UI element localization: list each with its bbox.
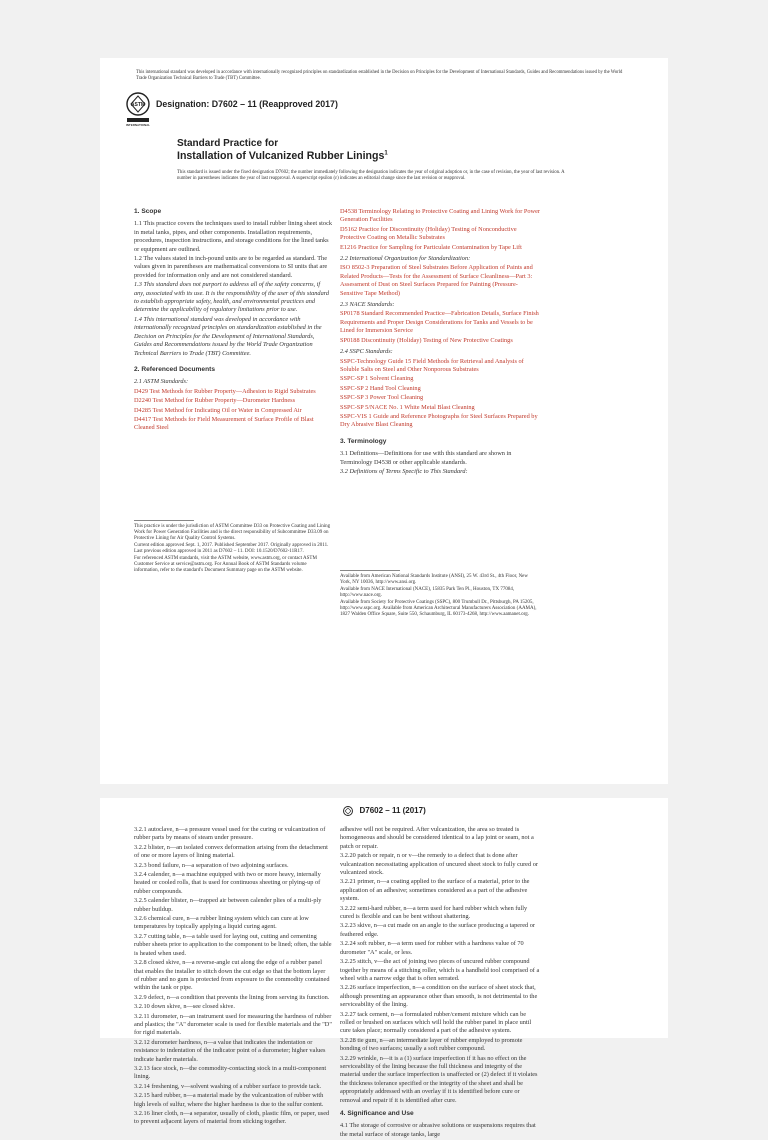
ref-item [134,416,332,433]
ref-code[interactable]: E1216 [340,243,357,251]
definition-3-2-29: 3.2.29 wrinkle, n—it is a (1) surface imperfection if it has no effect on the serviceability of the lining because the full thickness and integrity of the material under the surface imperfection is unaffected or (2) defect if it violates the thickness tolerance specified or the integrity of the sheet and shall be appropriately addressed with an overlay if it is identified before cure or removal and repair if it is identified after cure. [340,1054,538,1104]
para-1-2: 1.2 The values stated in inch-pound units are to be regarded as standard. The values given in parentheses are mathematical conversions to SI units that are provided for information only and are not considered standard. [134,255,328,279]
sspc-ref[interactable]: SSPC-Technology Guide 15 Field Methods for Retrieval and Analysis of Soluble Salts on Steel and Other Nonporous Substrates [340,357,524,373]
title-footnote-mark: 1 [384,150,388,157]
definition-3-2-22: 3.2.22 semi-hard rubber, n—a term used for hard rubber which when fully cured is flexible and can be bent without shattering. [340,904,528,921]
sspc-ref[interactable]: SSPC-SP 5/NACE No. 1 White Metal Blast Cleaning [340,403,475,411]
footnote-6: Available from Society for Protective Coatings (SSPC), 800 Trumbull Dr., Pittsburgh, PA 15205, http://www.sspc.org. Available from American Architectural Manufacturers Association (AAMA), 1827 Walden Office Square, Suite 550, Schaumburg, IL 60173-4268, http://www.aamanet.org. [340,600,537,617]
definition-3-2-5: 3.2.5 calender blister, n—trapped air between calender plies of a multi-ply rubber buildup. [134,897,322,913]
astm-logo-small-icon [342,806,354,816]
sspc-ref[interactable]: SSPC-SP 1 Solvent Cleaning [340,375,414,383]
sspc-ref[interactable]: SSPC-VIS 1 Guide and Reference Photographs for Steel Surfaces Prepared by Dry Abrasive Blast Cleaning [340,412,538,429]
para-1-1: 1.1 This practice covers the techniques used to install rubber lining sheet stock in metal tanks, pipes, and other components. Installation requirements, procedures, inspection instructions, and storage conditions for the lined tanks or equipment are outlined. [134,220,333,253]
definition-3-2-3: 3.2.3 bond failure, n—a separation of two adjoining surfaces. [134,861,289,869]
ref-title[interactable]: Test Method for Indicating Oil or Water in Compressed Air [152,406,302,414]
definition-3-2-25: 3.2.25 stitch, v—the act of joining two pieces of uncured rubber compound together by means of a stitching roller, which is a handheld tool comprised of a wheel with a narrow edge that is often serrated. [340,958,540,982]
definition-3-2-10: 3.2.10 down skive, n—see closed skive. [134,1003,235,1011]
definition-3-2-1: 3.2.1 autoclave, n—a pressure vessel used for the curing or vulcanization of rubber parts by means of steam under pressure. [134,826,326,842]
svg-text:ASTM: ASTM [130,102,146,108]
definition-3-2-11: 3.2.11 durometer, n—an instrument used for measuring the hardness of rubber and plastics; the "A" durometer scale is used for flexible materials and the "D" for rigid materials. [134,1012,332,1037]
ref-item [134,407,332,415]
footnote-2: Current edition approved Sept. 1, 2017. Published September 2017. Originally approved in 2011. Last previous edition approved in 2011 as D7602 – 11. DOI: 10.1520/D7602-11R17. [134,543,329,554]
designation: Designation: D7602 – 11 (Reapproved 2017) [156,99,338,109]
sspc-ref[interactable]: SSPC-SP 3 Power Tool Cleaning [340,394,424,402]
definition-3-2-26: 3.2.26 surface imperfection, n—a condition on the surface of sheet stock that, although presenting an appearance other than smooth, is not detrimental to the serviceability of the lining. [340,984,538,1009]
definition-3-2-23: 3.2.23 skive, n—a cut made on an angle to the surface producing a tapered or feathered edge. [340,922,535,938]
header-designation: D7602 – 11 (2017) [359,806,426,816]
footnote-rule-left [134,520,194,521]
definition-3-2-9: 3.2.9 defect, n—a condition that prevents the lining from serving its function. [134,993,330,1001]
ref-item [134,388,332,396]
nace-label: 2.3 NACE Standards: [340,301,395,309]
definition-3-2-24: 3.2.24 soft rubber, n—a term used for rubber with a hardness value of 70 durometer "A" scale, or less. [340,940,524,956]
logo-label: INTERNATIONAL [125,123,151,127]
ref-item [340,226,540,243]
title-line-1: Standard Practice for [177,138,279,149]
terminology-heading: 3. Terminology [340,437,387,445]
title-line-2 [177,150,388,162]
definition-3-2-2: 3.2.2 blister, n—an isolated convex deformation arising from the detachment of one or more layers of lining material. [134,843,328,860]
footnote-3: For referenced ASTM standards, visit the ASTM website, www.astm.org, or contact ASTM Customer Service at service@astm.org. For Annual Book of ASTM Standards volume information, refer to the standard's Document Summary page on the ASTM website. [134,556,317,573]
right-column [340,208,540,477]
page2-right-column [340,826,540,1140]
refdocs-heading: 2. Referenced Documents [134,365,215,373]
iso-label: 2.2 International Organization for Standardization: [340,255,471,263]
ref-title[interactable]: Practice for Sampling for Particulate Contamination by Tape Lift [358,243,522,251]
ref-title[interactable]: Test Methods for Rubber Property—Adhesion to Rigid Substrates [149,387,316,395]
astm-standards-label: 2.1 ASTM Standards: [134,378,189,386]
definition-3-2-27: 3.2.27 tack cement, n—a formulated rubber/cement mixture which can be rolled or brushed on surfaces which will hold the rubber panel in place until cure takes place; normally considered a part of the adhesive system. [340,1010,532,1035]
notice-text: This international standard was developed in accordance with internationally recognized principles on standardization established in the Decision on Principles for the Development of International Standards, Guides and Recommendations issued by the World Trade Organization Technical Barriers to Trade (TBT) Committee. [136,70,623,81]
footnote-rule-right [340,570,400,571]
definition-3-2-6: 3.2.6 chemical cure, n—a rubber lining system which can cure at low temperatures by topically applying a liquid curing agent. [134,915,309,931]
definition-3-2-21: 3.2.21 primer, n—a coating applied to the surface of a material, prior to the application of an adhesive; sometimes considered as a part of the adhesive system. [340,878,530,903]
footnote-5: Available from NACE International (NACE), 15835 Park Ten Pl., Houston, TX 77084, http://www.nace.org. [340,587,515,598]
footnote-4: Available from American National Standards Institute (ANSI), 25 W. 43rd St., 4th Floor, New York, NY 10036, http://www.ansi.org. [340,574,529,585]
iso-ref[interactable]: ISO 8502-3 Preparation of Steel Substrates Before Application of Paints and Related Products—Tests for the Assessment of Surface Cleanliness—Part 3: Assessment of Dust on Steel Surfaces Prepared for Painting (Pressure-Sensitive Tape Method) [340,264,533,297]
scope-heading: 1. Scope [134,208,162,215]
ref-item [340,244,540,252]
footnote-1: This practice is under the jurisdiction of ASTM Committee D33 on Protective Coating and Lining Work for Power Generation Facilities and is the direct responsibility of Subcommittee D33.09 on Protective Lining for Air Quality Control Systems. [134,524,331,541]
definition-3-2-20: 3.2.20 patch or repair, n or v—the remedy to a defect that is done after vulcanization necessitating application of uncured sheet stock to fully cured or vulcanized stock. [340,852,538,877]
sspc-label: 2.4 SSPC Standards: [340,348,393,356]
nace-ref[interactable]: SP0178 Standard Recommended Practice—Fabrication Details, Surface Finish Requirements and Proper Design Considerations for Tanks and Vessels to be Lined for Immersion Service [340,310,539,335]
page2-left-column [134,826,332,1128]
para-3-2: 3.2 Definitions of Terms Specific to This Standard: [340,467,468,475]
para-1-4: 1.4 This international standard was developed in accordance with internationally recognized principles on standardization established in the Decision on Principles for the Development of International Standards, Guides and Recommendations issued by the World Trade Organization Technical Barriers to Trade (TBT) Committee. [134,315,322,357]
title-text: Installation of Vulcanized Rubber Linings [177,150,385,162]
ref-title[interactable]: Practice for Discontinuity (Holiday) Testing of Nonconductive Protective Coating on Metallic Substrates [340,225,517,242]
document-page-2 [100,798,668,1138]
left-footnotes [134,524,332,575]
definition-3-2-14: 3.2.14 freshening, v—solvent washing of a rubber surface to provide tack. [134,1082,322,1090]
ref-item [340,208,540,225]
para-1-3: 1.3 This standard does not purport to address all of the safety concerns, if any, associated with its use. It is the responsibility of the user of this standard to establish appropriate safety, health, and environmental practices and determine the applicability of regulatory limitations prior to use. [134,281,330,314]
sspc-ref[interactable]: SSPC-SP 2 Hand Tool Cleaning [340,384,421,392]
ref-item [134,397,332,405]
intro-note: This standard is issued under the fixed designation D7602; the number immediately following the designation indicates the year of original adoption or, in the case of revision, the year of last revision. A number in parentheses indicates the year of last reapproval. A superscript epsilon (ε) indicates an editorial change since the last revision or reapproval. [177,170,565,181]
definition-3-2-15: 3.2.15 hard rubber, n—a material made by the vulcanization of rubber with high levels of sulfur, where the higher hardness is due to the sulfur content. [134,1092,324,1108]
definition-3-2-7: 3.2.7 cutting table, n—a table used for laying out, cutting and cementing rubber sheets prior to application to the component to be lined; often, the table is heated when used. [134,932,332,957]
definition-continued: adhesive will not be required. After vulcanization, the area so treated is homogeneous and should be considered identical to a lap joint or seam, not a patch or repair. [340,826,534,850]
ref-code[interactable]: D2240 [134,397,152,405]
ref-title[interactable]: Terminology Relating to Protective Coating and Lining Work for Power Generation Facilities [340,208,540,224]
ref-code[interactable]: D4285 [134,406,152,414]
ref-title[interactable]: Test Method for Rubber Property—Durometer Hardness [152,397,296,405]
definition-3-2-4: 3.2.4 calender, n—a machine equipped with two or more heavy, internally heated or cooled rolls, that is used for continuous sheeting or plying-up of rubber compounds. [134,871,321,895]
para-3-1: 3.1 Definitions—Definitions for use with this standard are shown in Terminology D4538 or other applicable standards. [340,450,512,466]
definition-3-2-12: 3.2.12 durometer hardness, n—a value that indicates the indentation or resistance to indentation of the indicator point of a durometer; higher values indicate harder materials. [134,1038,326,1063]
definition-3-2-8: 3.2.8 closed skive, n—a reverse-angle cut along the edge of a rubber panel that enables the installer to stitch down the cut edge so that the bottom layer of rubber and no gum is protected from exposure to the commodity contained within the tank or pipe. [134,959,330,992]
definition-3-2-16: 3.2.16 liner cloth, n—a separator, usually of cloth, plastic film, or paper, used to prevent adjacent layers of material from sticking together. [134,1110,330,1126]
ref-title[interactable]: Test Methods for Field Measurement of Surface Profile of Blast Cleaned Steel [134,415,314,432]
ref-code[interactable]: D429 [134,387,148,395]
ref-code[interactable]: D5162 [340,225,358,233]
para-4-1: 4.1 The storage of corrosive or abrasive solutions or suspensions requires that the metal surface of storage tanks, large [340,1122,536,1138]
significance-heading: 4. Significance and Use [340,1110,414,1117]
ref-code[interactable]: D4417 [134,415,152,423]
running-header [100,806,668,816]
definition-3-2-13: 3.2.13 face stock, n—the commodity-contacting stock in a multi-component lining. [134,1064,327,1081]
astm-logo [126,90,150,130]
right-footnotes [340,574,540,619]
document-page-1 [100,58,668,784]
definition-3-2-28: 3.2.28 tie gum, n—an intermediate layer of rubber employed to promote bonding of two surfaces; usually a soft rubber compound. [340,1036,523,1053]
nace-ref[interactable]: SP0188 Discontinuity (Holiday) Testing of New Protective Coatings [340,336,513,344]
ref-code[interactable]: D4538 [340,208,358,215]
left-column [134,208,332,434]
